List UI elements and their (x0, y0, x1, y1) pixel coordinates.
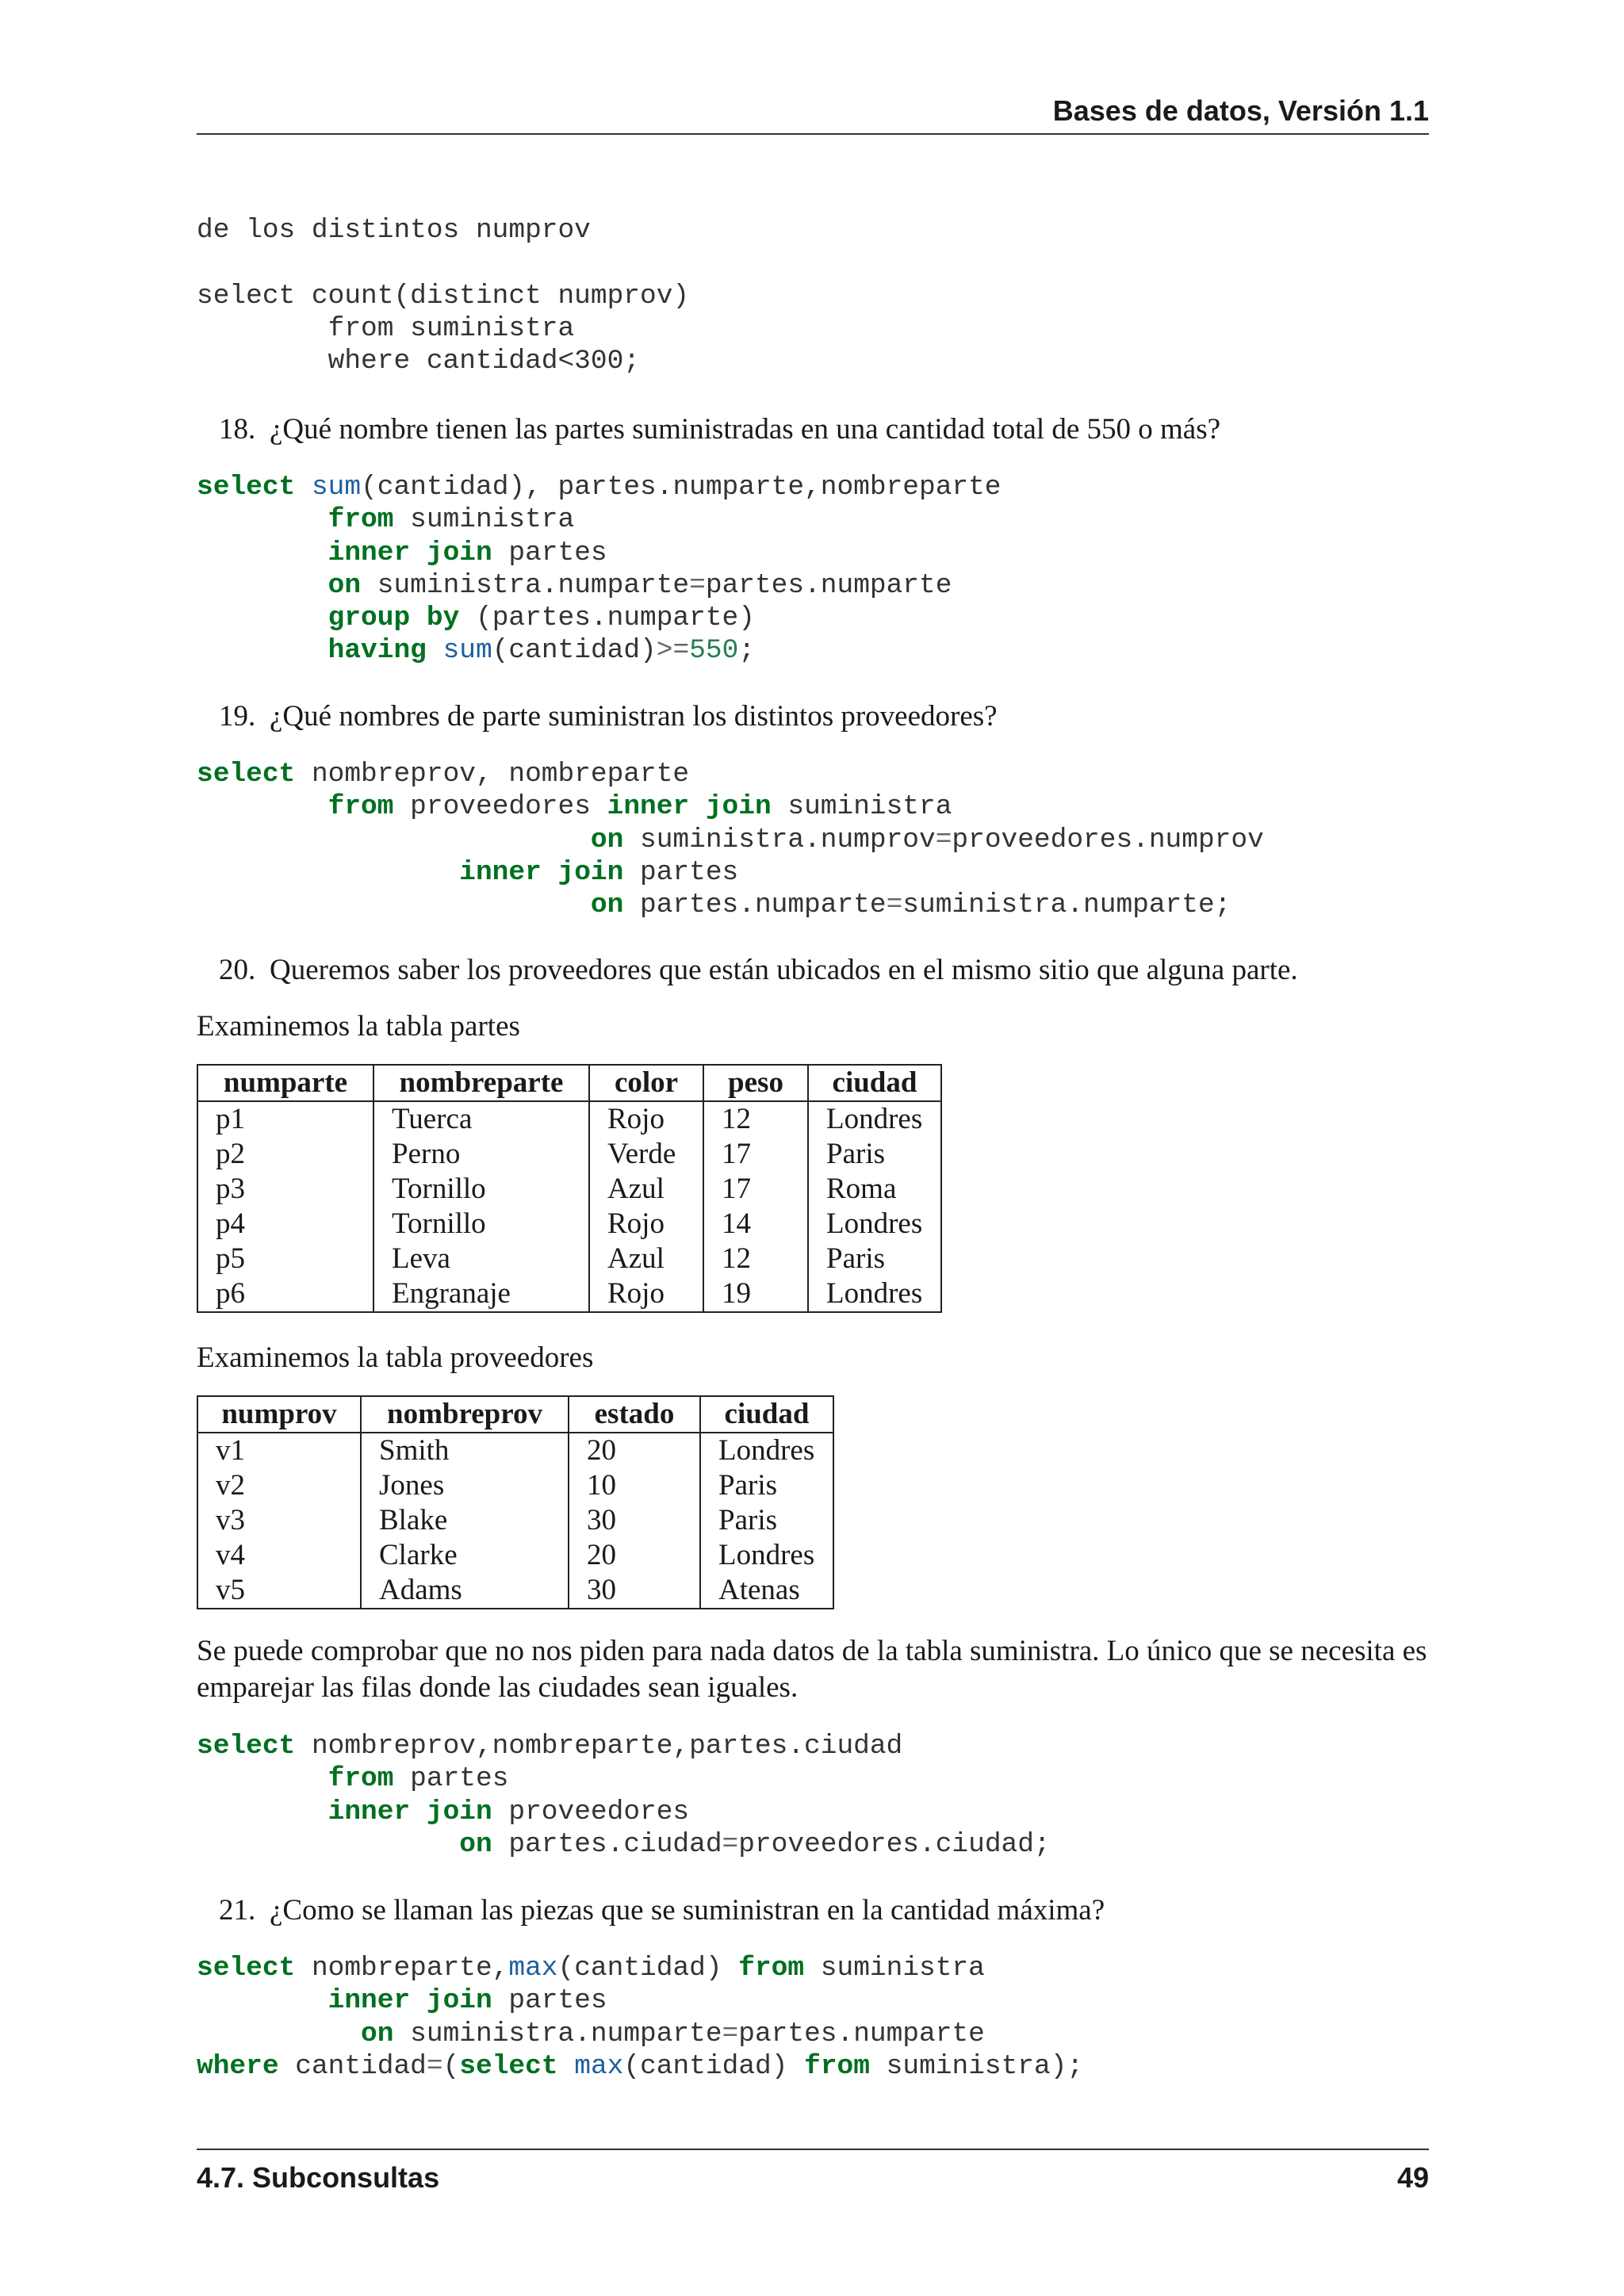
code-keyword: select (197, 1953, 296, 1984)
code-keyword: on (590, 890, 624, 921)
question-text: Queremos saber los proveedores que están ubicados en el mismo sitio que alguna parte. (270, 954, 1298, 986)
code-line: from suministra (197, 312, 575, 344)
table-cell: Smith (361, 1433, 569, 1468)
code-keyword: from (327, 504, 394, 536)
code-text: partes.ciudad (492, 1828, 722, 1860)
table-row (197, 1538, 833, 1573)
code-text: suministra (771, 791, 952, 823)
table-row (197, 1433, 833, 1468)
table-cell: 12 (703, 1101, 808, 1137)
page-footer (197, 2149, 1429, 2202)
table-cell: 17 (703, 1137, 808, 1172)
column-header: peso (703, 1065, 808, 1101)
table-cell: Engranaje (373, 1276, 589, 1312)
code-text: suministra (804, 1953, 985, 1984)
table-header-row (197, 1396, 833, 1433)
code-text: partes (492, 537, 607, 568)
footer-section: 4.7. Subconsultas (197, 2161, 440, 2194)
column-header: nombreparte (373, 1065, 589, 1101)
code-operator: = (426, 2050, 443, 2082)
table-cell: Clarke (361, 1538, 569, 1573)
table-cell: 14 (703, 1207, 808, 1242)
code-text: partes.numparte (623, 890, 887, 921)
table-cell: Blake (361, 1503, 569, 1538)
code-keyword: inner join (607, 791, 772, 823)
code-keyword: select (197, 1731, 296, 1762)
code-block-count (197, 214, 689, 377)
code-block-q19 (197, 758, 1264, 921)
code-operator: = (689, 569, 706, 601)
code-block-q21 (197, 1952, 1083, 2083)
table-cell: Rojo (589, 1276, 703, 1312)
table-cell: p1 (197, 1101, 373, 1137)
code-keyword: where (197, 2050, 279, 2082)
code-text: suministra); (869, 2050, 1084, 2082)
table-cell: Verde (589, 1137, 703, 1172)
code-keyword: group by (327, 603, 460, 634)
code-text: (cantidad) (623, 2050, 805, 2082)
table-cell: p5 (197, 1242, 373, 1276)
column-header: estado (569, 1396, 700, 1433)
column-header: ciudad (808, 1065, 941, 1101)
table-cell: Rojo (589, 1207, 703, 1242)
page-header (197, 89, 1429, 135)
table-row (197, 1172, 941, 1207)
code-operator: >= (656, 635, 690, 667)
code-keyword: select (197, 759, 296, 790)
code-text: partes (393, 1763, 509, 1795)
code-text: (partes.numparte) (459, 603, 755, 634)
code-text: proveedores (492, 1796, 690, 1827)
table-row (197, 1276, 941, 1312)
question-text: ¿Como se llaman las piezas que se suministran en la cantidad máxima? (270, 1894, 1105, 1927)
code-keyword: inner join (459, 856, 624, 888)
table-cell: Rojo (589, 1101, 703, 1137)
code-keyword: from (327, 791, 394, 823)
table-cell: 17 (703, 1172, 808, 1207)
table-cell: Paris (700, 1468, 833, 1503)
table-cell: Paris (808, 1137, 941, 1172)
table-cell: Jones (361, 1468, 569, 1503)
code-text: (cantidad), partes.numparte,nombreparte (361, 472, 1002, 503)
code-function: max (508, 1953, 558, 1984)
code-text: suministra.numparte; (902, 890, 1231, 921)
column-header: nombreprov (361, 1396, 569, 1433)
code-keyword: having (327, 635, 427, 667)
code-text: proveedores (393, 791, 607, 823)
paragraph-explanation: Se puede comprobar que no nos piden para nada datos de la tabla suministra. Lo único que se necesita es emparejar las filas donde las ciudades sean iguales. (197, 1635, 1427, 1704)
table-cell: v3 (197, 1503, 361, 1538)
question-number: 21. (219, 1894, 256, 1927)
table-cell: v4 (197, 1538, 361, 1573)
question-text: ¿Qué nombre tienen las partes suministradas en una cantidad total de 550 o más? (270, 413, 1221, 446)
paragraph-partes: Examinemos la tabla partes (197, 1010, 520, 1043)
table-cell: Azul (589, 1172, 703, 1207)
table-cell: v5 (197, 1573, 361, 1609)
code-number: 550 (689, 635, 739, 667)
code-block-q18 (197, 471, 1002, 668)
column-header: ciudad (700, 1396, 833, 1433)
code-keyword: on (361, 2018, 394, 2049)
table-row (197, 1573, 833, 1609)
code-keyword: inner join (327, 1985, 492, 2017)
table-cell: Tornillo (373, 1172, 589, 1207)
code-text: partes.numparte (705, 569, 952, 601)
paragraph-proveedores: Examinemos la tabla proveedores (197, 1341, 594, 1374)
code-keyword: from (738, 1953, 805, 1984)
table-cell: p6 (197, 1276, 373, 1312)
question-19 (219, 699, 998, 734)
question-18 (219, 412, 1220, 447)
code-keyword: inner join (327, 1796, 492, 1827)
question-number: 19. (219, 700, 256, 733)
code-operator: = (722, 2018, 739, 2049)
table-cell: Roma (808, 1172, 941, 1207)
table-cell: Londres (700, 1538, 833, 1573)
table-cell: Paris (700, 1503, 833, 1538)
table-cell: 19 (703, 1276, 808, 1312)
code-text: cantidad (278, 2050, 427, 2082)
table-cell: Tuerca (373, 1101, 589, 1137)
table-row (197, 1468, 833, 1503)
table-cell: Paris (808, 1242, 941, 1276)
code-line: where cantidad<300; (197, 346, 640, 377)
table-cell: Londres (808, 1207, 941, 1242)
code-text: partes (623, 856, 739, 888)
table-cell: v1 (197, 1433, 361, 1468)
code-keyword: from (327, 1763, 394, 1795)
table-cell: p2 (197, 1137, 373, 1172)
code-text: ( (442, 2050, 460, 2082)
table-row (197, 1242, 941, 1276)
table-cell: Adams (361, 1573, 569, 1609)
table-cell: Londres (808, 1276, 941, 1312)
code-keyword: select (197, 472, 296, 503)
table-cell: 12 (703, 1242, 808, 1276)
table-row (197, 1503, 833, 1538)
code-text: nombreprov,nombreparte,partes.ciudad (295, 1731, 903, 1762)
table-row (197, 1137, 941, 1172)
code-text: nombreparte, (295, 1953, 509, 1984)
table-cell: Londres (700, 1433, 833, 1468)
table-cell: Atenas (700, 1573, 833, 1609)
table-cell: Azul (589, 1242, 703, 1276)
table-row (197, 1101, 941, 1137)
column-header: color (589, 1065, 703, 1101)
code-text: (cantidad) (492, 635, 657, 667)
header-title: Bases de datos, Versión 1.1 (1052, 94, 1429, 127)
table-cell: v2 (197, 1468, 361, 1503)
code-keyword: on (327, 569, 362, 601)
question-number: 18. (219, 413, 256, 446)
code-text: nombreprov, nombreparte (295, 759, 690, 790)
code-keyword: inner join (327, 537, 492, 568)
table-row (197, 1207, 941, 1242)
table-cell: 30 (569, 1573, 700, 1609)
code-text: suministra.numprov (623, 824, 936, 855)
code-text: ; (738, 635, 756, 667)
page-number: 49 (1396, 2161, 1429, 2194)
code-line: de los distintos numprov (197, 215, 591, 246)
code-keyword: from (804, 2050, 870, 2082)
column-header: numparte (197, 1065, 373, 1101)
question-number: 20. (219, 954, 256, 986)
table-cell: Perno (373, 1137, 589, 1172)
table-cell: p3 (197, 1172, 373, 1207)
code-function: sum (311, 472, 362, 503)
code-text: partes.numparte (738, 2018, 985, 2049)
question-20 (219, 953, 1298, 988)
code-operator: = (935, 824, 952, 855)
table-cell: Londres (808, 1101, 941, 1137)
column-header: numprov (197, 1396, 361, 1433)
code-operator: = (886, 890, 903, 921)
code-text: suministra.numparte (361, 569, 690, 601)
table-cell: Leva (373, 1242, 589, 1276)
code-text: proveedores.numprov (952, 824, 1264, 855)
code-function: sum (442, 635, 492, 667)
code-text: suministra.numparte (393, 2018, 722, 2049)
table-cell: p4 (197, 1207, 373, 1242)
table-cell: 20 (569, 1433, 700, 1468)
code-keyword: on (459, 1828, 492, 1860)
table-cell: Tornillo (373, 1207, 589, 1242)
partes-table (197, 1064, 942, 1313)
code-operator: = (722, 1828, 739, 1860)
code-line: select count(distinct numprov) (197, 280, 690, 312)
code-text: suministra (393, 504, 575, 536)
code-text: proveedores.ciudad; (738, 1828, 1051, 1860)
table-cell: 30 (569, 1503, 700, 1538)
table-cell: 10 (569, 1468, 700, 1503)
question-text: ¿Qué nombres de parte suministran los distintos proveedores? (270, 700, 998, 733)
code-block-q20 (197, 1730, 1051, 1861)
code-text (558, 2051, 575, 2082)
table-cell: 20 (569, 1538, 700, 1573)
code-keyword: select (459, 2050, 558, 2082)
code-text: (cantidad) (557, 1953, 739, 1984)
code-keyword: on (590, 824, 624, 855)
table-header-row (197, 1065, 941, 1101)
question-21 (219, 1893, 1105, 1928)
code-function: max (574, 2050, 624, 2082)
proveedores-table (197, 1395, 834, 1609)
code-text: partes (492, 1985, 607, 2017)
